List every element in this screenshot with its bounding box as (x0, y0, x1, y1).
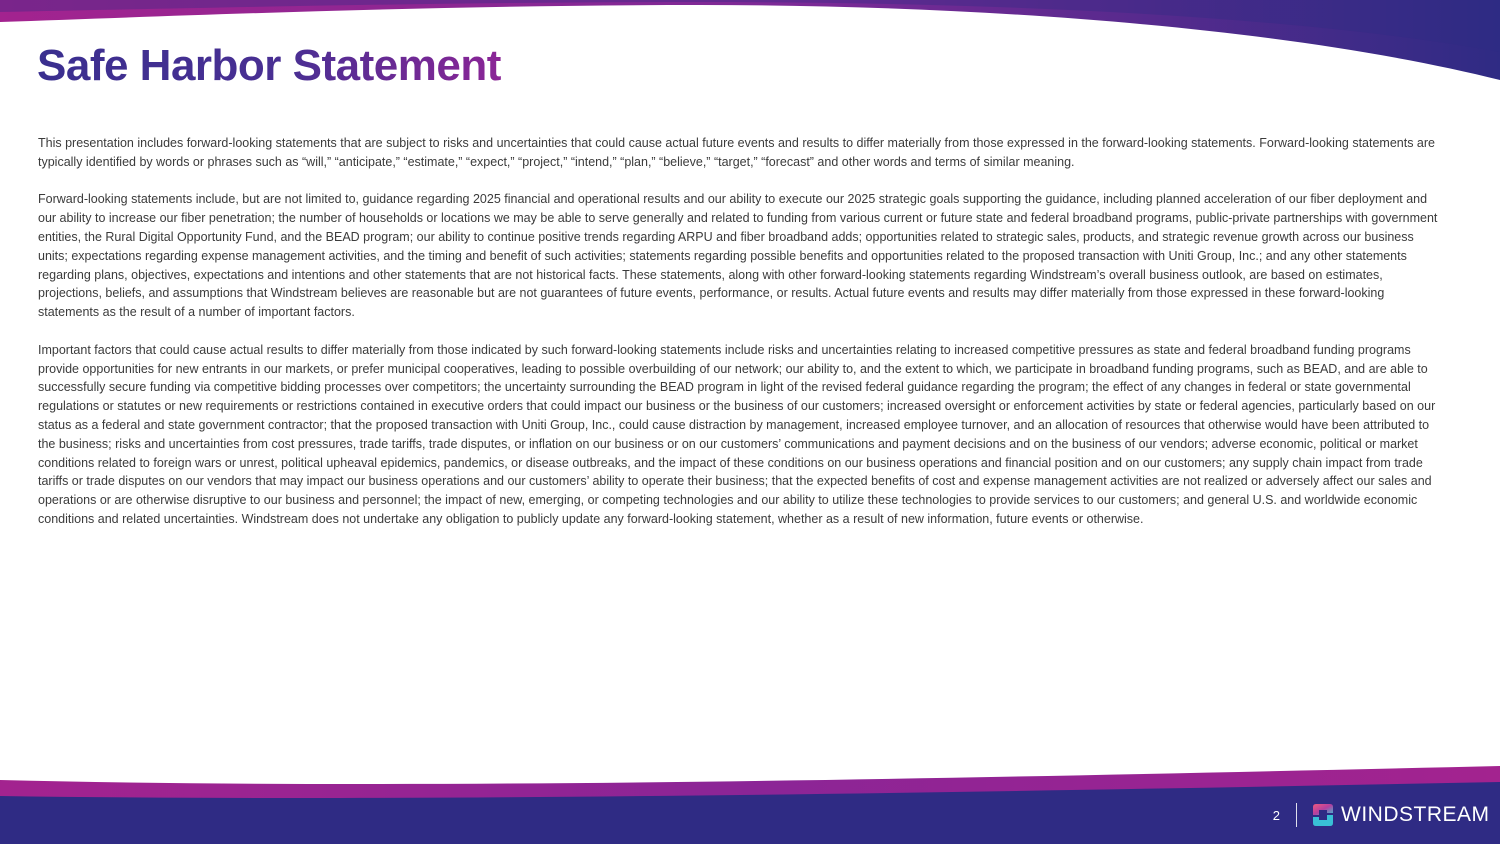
paragraph-forward-looking: Forward-looking statements include, but are not limited to, guidance regarding 2025 financial and operational results and our ability to execute our 2025 strategic goals supporting the guidance, including planned acceleration of our fiber deployment and our ability to increase our fiber penetration; the number of households or locations we may be able to serve generally and related to funding from various current or future state and federal broadband programs, public-private partnerships with government entities, the Rural Digital Opportunity Fund, and the BEAD program; our ability to continue positive trends regarding ARPU and fiber broadband adds; opportunities related to strategic sales, products, and strategic revenue growth across our business units; expectations regarding expense management activities, and the timing and benefit of such activities; statements regarding possible benefits and opportunities related to the proposed transaction with Uniti Group, Inc.; and any other statements regarding plans, objectives, expectations and intentions and other statements that are not historical facts. These statements, along with other forward-looking statements regarding Windstream’s overall business outlook, are based on estimates, projections, beliefs, and assumptions that Windstream believes are reasonable but are not guarantees of future events, performance, or results. Actual future events and results may differ materially from those expressed in these forward-looking statements as the result of a number of important factors. (38, 192, 1438, 320)
paragraph-risk-factors: Important factors that could cause actual results to differ materially from those indicated by such forward-looking statements include risks and uncertainties relating to increased competitive pressures as state and federal broadband funding programs provide opportunities for new entrants in our markets, or prefer municipal cooperatives, leading to possible overbuilding of our network; our ability to, and the extent to which, we participate in broadband funding programs, such as BEAD, and are able to successfully secure funding via competitive bidding processes over competitors; the uncertainty surrounding the BEAD program in light of the revised federal guidance regarding the program; the effect of any changes in federal or state governmental regulations or statutes or new requirements or restrictions contained in executive orders that could impact our business or the business of our customers; increased oversight or enforcement activities by state or federal agencies, particularly based on our status as a federal and state government contractor; that the proposed transaction with Uniti Group, Inc., could cause distraction by management, increased employee turnover, and an allocation of resources that otherwise would have been attributed to the business; risks and uncertainties from cost pressures, trade tariffs, trade disputes, or inflation on our business or on our customers’ communications and payment decisions and on the business of our vendors; adverse economic, political or market conditions related to foreign wars or unrest, political upheaval epidemics, pandemics, or disease outbreaks, and the impact of these conditions on our business operations and financial position and on our customers; any supply chain impact from trade tariffs or trade disputes on our vendors that may impact our business operations and our customers’ ability to operate their business; that the expected benefits of cost and expense management activities are not realized or adversely affect our sales and operations or are otherwise disruptive to our business and personnel; the impact of new, emerging, or competing technologies and our ability to utilize these technologies to provide services to our customers; and general U.S. and worldwide economic conditions and related uncertainties. Windstream does not undertake any obligation to publicly update any forward-looking statement, whether as a result of new information, future events or otherwise. (38, 342, 1436, 526)
brand-name: WINDSTREAM (1341, 803, 1490, 826)
windstream-logo-icon (1309, 801, 1337, 829)
page-title: Safe Harbor Statement (37, 38, 501, 94)
footer-divider (1296, 803, 1297, 827)
footer (1260, 798, 1490, 832)
page-number: 2 (1272, 807, 1280, 823)
paragraph-intro: This presentation includes forward-looking statements that are subject to risks and uncertainties that could cause actual future events and results to differ materially from those expressed in the forward-looking statements. Forward-looking statements are typically identified by words or phrases such as “will,” “anticipate,” “estimate,” “expect,” “project,” “intend,” “plan,” “believe,” “target,” “forecast” and other words and terms of similar meaning. (38, 136, 1435, 169)
safe-harbor-body (38, 134, 1438, 548)
